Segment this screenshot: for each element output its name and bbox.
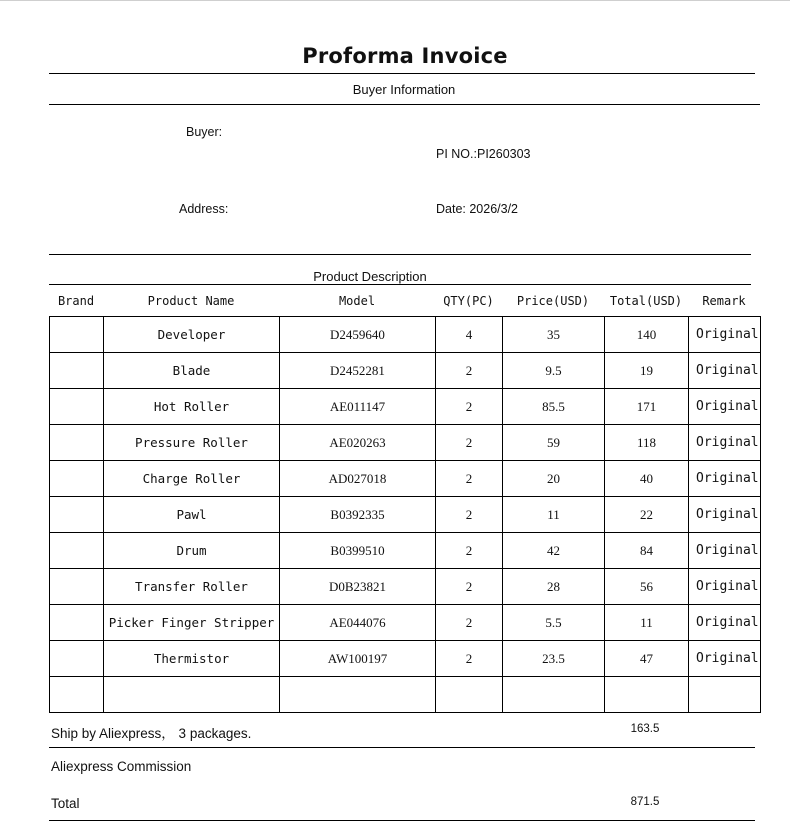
- divider: [49, 73, 755, 74]
- model-cell: B0399510: [280, 533, 436, 569]
- qty-cell: 2: [436, 605, 503, 641]
- price-cell: 28: [503, 569, 605, 605]
- remark-cell: Original: [689, 425, 761, 461]
- column-header-brand: Brand: [57, 294, 95, 308]
- price-cell: 42: [503, 533, 605, 569]
- shipping-label: Ship by Aliexpress， 3 packages.: [51, 726, 252, 741]
- product-name-cell: Thermistor: [104, 641, 280, 677]
- table-row: [50, 569, 761, 605]
- divider: [49, 254, 751, 255]
- product-name-cell: [104, 677, 280, 713]
- brand-cell: [50, 605, 104, 641]
- column-header-total: Total(USD): [609, 294, 683, 308]
- divider: [49, 104, 760, 105]
- brand-cell: [50, 533, 104, 569]
- table-row: [50, 497, 761, 533]
- product-name-cell: Blade: [104, 353, 280, 389]
- invoice-date: Date: 2026/3/2: [436, 202, 519, 216]
- column-header-model: Model: [338, 294, 376, 308]
- pi-number: PI NO.:PI260303: [436, 147, 531, 161]
- model-cell: B0392335: [280, 497, 436, 533]
- table-row: [50, 533, 761, 569]
- model-cell: D2452281: [280, 353, 436, 389]
- brand-cell: [50, 677, 104, 713]
- price-cell: 9.5: [503, 353, 605, 389]
- column-header-qty: QTY(PC): [443, 294, 494, 308]
- remark-cell: Original: [689, 641, 761, 677]
- model-cell: AD027018: [280, 461, 436, 497]
- qty-cell: 2: [436, 569, 503, 605]
- product-name-cell: Pawl: [104, 497, 280, 533]
- total-cell: 140: [605, 317, 689, 353]
- total-value: 871.5: [630, 796, 660, 808]
- remark-cell: Original: [689, 569, 761, 605]
- column-header-price: Price(USD): [516, 294, 590, 308]
- price-cell: 35: [503, 317, 605, 353]
- table-row: [50, 677, 761, 713]
- brand-cell: [50, 569, 104, 605]
- price-cell: [503, 677, 605, 713]
- qty-cell: 2: [436, 425, 503, 461]
- model-cell: AE020263: [280, 425, 436, 461]
- model-cell: AE044076: [280, 605, 436, 641]
- brand-cell: [50, 497, 104, 533]
- total-cell: 84: [605, 533, 689, 569]
- total-cell: 47: [605, 641, 689, 677]
- brand-cell: [50, 389, 104, 425]
- qty-cell: [436, 677, 503, 713]
- remark-cell: Original: [689, 605, 761, 641]
- product-section-heading: Product Description: [313, 269, 427, 284]
- document-title: Proforma Invoice: [302, 44, 508, 68]
- product-name-cell: Drum: [104, 533, 280, 569]
- total-cell: 56: [605, 569, 689, 605]
- brand-cell: [50, 461, 104, 497]
- total-cell: 171: [605, 389, 689, 425]
- table-row: [50, 605, 761, 641]
- product-name-cell: Charge Roller: [104, 461, 280, 497]
- buyer-section-heading: Buyer Information: [352, 82, 456, 97]
- table-row: [50, 425, 761, 461]
- product-name-cell: Picker Finger Stripper: [104, 605, 280, 641]
- price-cell: 5.5: [503, 605, 605, 641]
- remark-cell: Original: [689, 461, 761, 497]
- model-cell: D0B23821: [280, 569, 436, 605]
- remark-cell: Original: [689, 317, 761, 353]
- column-header-product-name: Product Name: [147, 294, 235, 308]
- commission-label: Aliexpress Commission: [51, 759, 192, 774]
- top-border: [0, 0, 790, 1]
- divider: [49, 747, 755, 748]
- model-cell: D2459640: [280, 317, 436, 353]
- total-cell: 118: [605, 425, 689, 461]
- price-cell: 85.5: [503, 389, 605, 425]
- qty-cell: 2: [436, 389, 503, 425]
- brand-cell: [50, 317, 104, 353]
- remark-cell: Original: [689, 533, 761, 569]
- qty-cell: 2: [436, 641, 503, 677]
- total-cell: 22: [605, 497, 689, 533]
- model-cell: AW100197: [280, 641, 436, 677]
- total-cell: 11: [605, 605, 689, 641]
- price-cell: 11: [503, 497, 605, 533]
- total-label: Total: [51, 796, 80, 811]
- total-cell: 40: [605, 461, 689, 497]
- table-row: [50, 641, 761, 677]
- brand-cell: [50, 641, 104, 677]
- remark-cell: Original: [689, 497, 761, 533]
- remark-cell: [689, 677, 761, 713]
- column-header-remark: Remark: [702, 294, 746, 308]
- product-name-cell: Hot Roller: [104, 389, 280, 425]
- price-cell: 20: [503, 461, 605, 497]
- remark-cell: Original: [689, 389, 761, 425]
- table-row: [50, 353, 761, 389]
- buyer-label: Buyer:: [186, 125, 223, 139]
- product-table: [49, 316, 761, 713]
- model-cell: [280, 677, 436, 713]
- price-cell: 59: [503, 425, 605, 461]
- brand-cell: [50, 425, 104, 461]
- table-row: [50, 461, 761, 497]
- table-row: [50, 389, 761, 425]
- brand-cell: [50, 353, 104, 389]
- qty-cell: 2: [436, 533, 503, 569]
- total-cell: 19: [605, 353, 689, 389]
- model-cell: AE011147: [280, 389, 436, 425]
- product-name-cell: Pressure Roller: [104, 425, 280, 461]
- qty-cell: 2: [436, 497, 503, 533]
- product-name-cell: Developer: [104, 317, 280, 353]
- product-name-cell: Transfer Roller: [104, 569, 280, 605]
- divider: [49, 284, 751, 285]
- qty-cell: 2: [436, 461, 503, 497]
- shipping-value: 163.5: [630, 723, 660, 735]
- qty-cell: 4: [436, 317, 503, 353]
- qty-cell: 2: [436, 353, 503, 389]
- divider: [49, 820, 755, 821]
- total-cell: [605, 677, 689, 713]
- table-row: [50, 317, 761, 353]
- address-label: Address:: [179, 202, 229, 216]
- remark-cell: Original: [689, 353, 761, 389]
- price-cell: 23.5: [503, 641, 605, 677]
